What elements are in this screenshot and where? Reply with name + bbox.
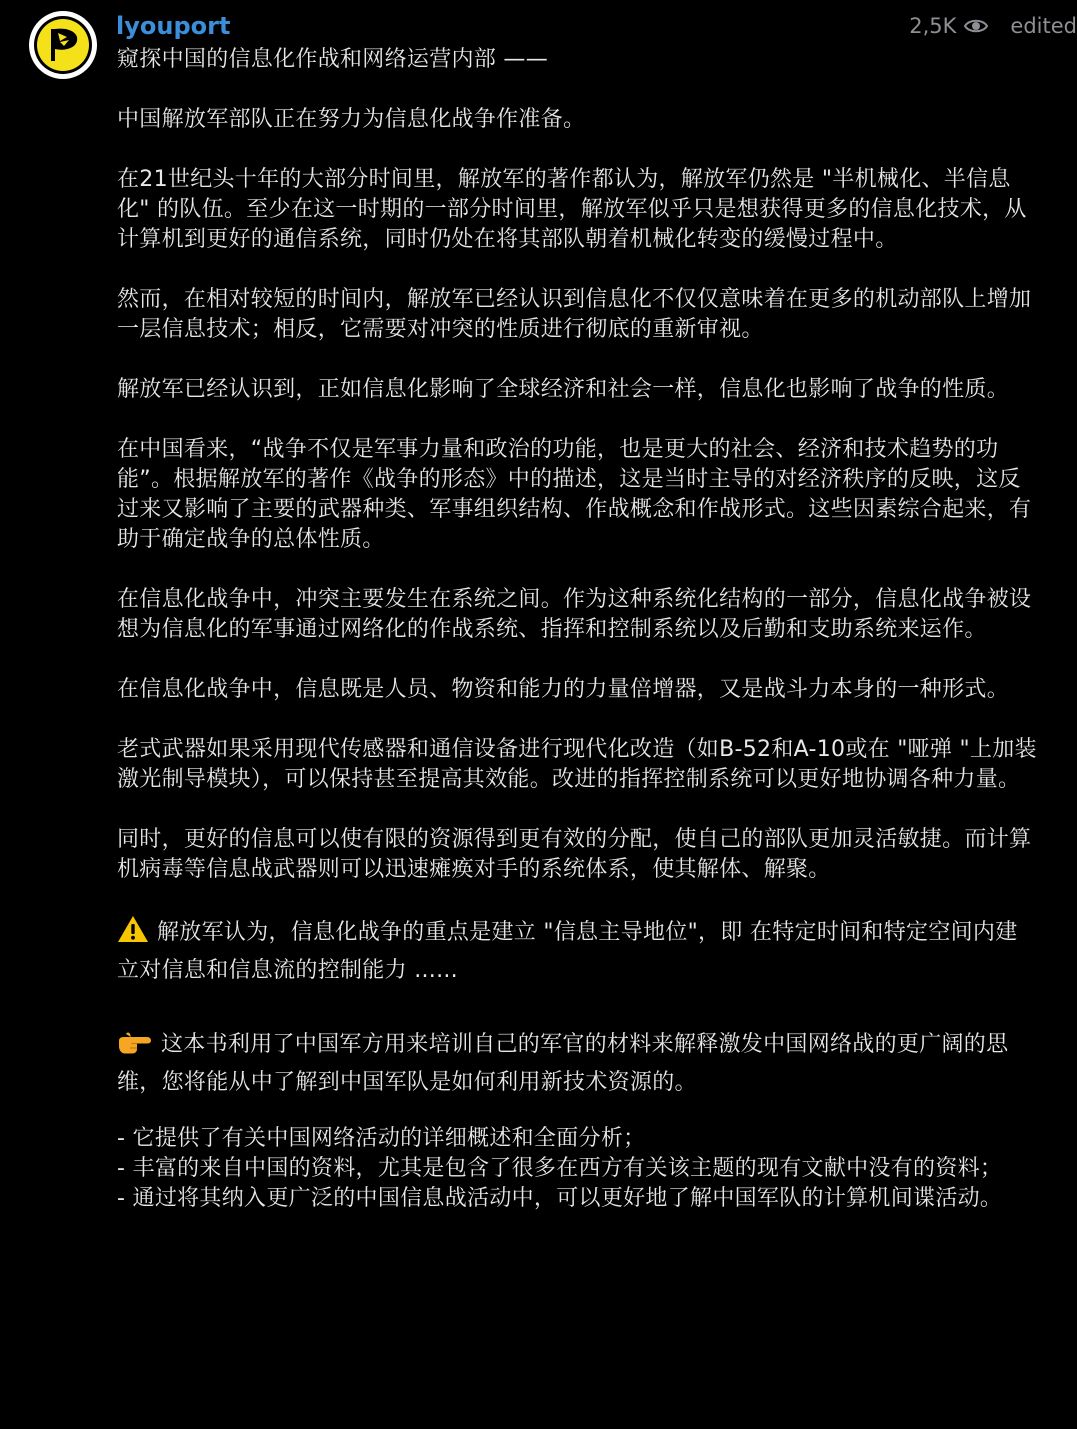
paragraph: 然而，在相对较短的时间内，解放军已经认识到信息化不仅仅意味着在更多的机动部队上增加一层信息技术；相反，它需要对冲突的性质进行彻底的重新审视。	[117, 287, 1032, 342]
paragraph: 在信息化战争中，冲突主要发生在系统之间。作为这种系统化结构的一部分，信息化战争被设想为信息化的军事通过网络化的作战系统、指挥和控制系统以及后勤和支助系统来运作。	[117, 587, 1032, 642]
paragraph: 老式武器如果采用现代传感器和通信设备进行现代化改造（如B-52和A-10或在 "哑弹 "上加装激光制导模块），可以保持甚至提高其效能。改进的指挥控制系统可以更好地协调各种力量。	[117, 737, 1037, 792]
paragraph: 中国解放军部队正在努力为信息化战争作准备。	[117, 107, 586, 132]
paragraph: 在信息化战争中，信息既是人员、物资和能力的力量倍增器，又是战斗力本身的一种形式。	[117, 677, 1010, 702]
list-item: - 它提供了有关中国网络活动的详细概述和全面分析；	[117, 1126, 646, 1151]
post-meta	[909, 10, 1077, 42]
paragraph: 在21世纪头十年的大部分时间里，解放军的著作都认为，解放军仍然是 "半机械化、半信息化" 的队伍。至少在这一时期的一部分时间里，解放军似乎只是想获得更多的信息化技术，从计算机到更好的通信系统，同时仍处在将其部队朝着机械化转变的缓慢过程中。	[117, 167, 1027, 252]
pointer-paragraph	[117, 1028, 1039, 1100]
channel-name[interactable]: lyouport	[116, 12, 231, 40]
edited-label: edited	[1010, 14, 1077, 38]
feature-list	[117, 1124, 1039, 1214]
warning-paragraph	[117, 915, 1039, 988]
list-item: - 丰富的来自中国的资料，尤其是包含了很多在西方有关该主题的现有文献中没有的资料；	[117, 1156, 1003, 1181]
warning-text: 解放军认为，信息化战争的重点是建立 "信息主导地位"，即 在特定时间和特定空间内建立对信息和信息流的控制能力 ......	[117, 920, 1018, 983]
paragraph: 解放军已经认识到，正如信息化影响了全球经济和社会一样，信息化也影响了战争的性质。	[117, 377, 1010, 402]
paragraph: 在中国看来，“战争不仅是军事力量和政治的功能，也是更大的社会、经济和技术趋势的功能”。根据解放军的著作《战争的形态》中的描述，这是当时主导的对经济秩序的反映，这反过来又影响了主要的武器种类、军事组织结构、作战概念和作战形式。这些因素综合起来，有助于确定战争的总体性质。	[117, 437, 1032, 552]
paragraph: 同时，更好的信息可以使有限的资源得到更有效的分配，使自己的部队更加灵活敏捷。而计算机病毒等信息战武器则可以迅速瘫痪对手的系统体系，使其解体、解聚。	[117, 827, 1032, 882]
warning-icon	[117, 915, 149, 954]
pointing-hand-icon	[117, 1029, 153, 1066]
channel-avatar[interactable]	[29, 11, 97, 79]
eye-icon	[964, 16, 988, 36]
post-body	[117, 45, 1039, 1214]
view-count: 2,5K	[909, 14, 957, 38]
list-item: - 通过将其纳入更广泛的中国信息战活动中，可以更好地了解中国军队的计算机间谍活动。	[117, 1186, 1003, 1211]
pirate-flag-icon	[29, 11, 97, 79]
pointer-text: 这本书利用了中国军方用来培训自己的军官的材料来解释激发中国网络战的更广阔的思维，您将能从中了解到中国军队是如何利用新技术资源的。	[117, 1032, 1009, 1095]
post-title: 窥探中国的信息化作战和网络运营内部 ——	[117, 47, 548, 72]
